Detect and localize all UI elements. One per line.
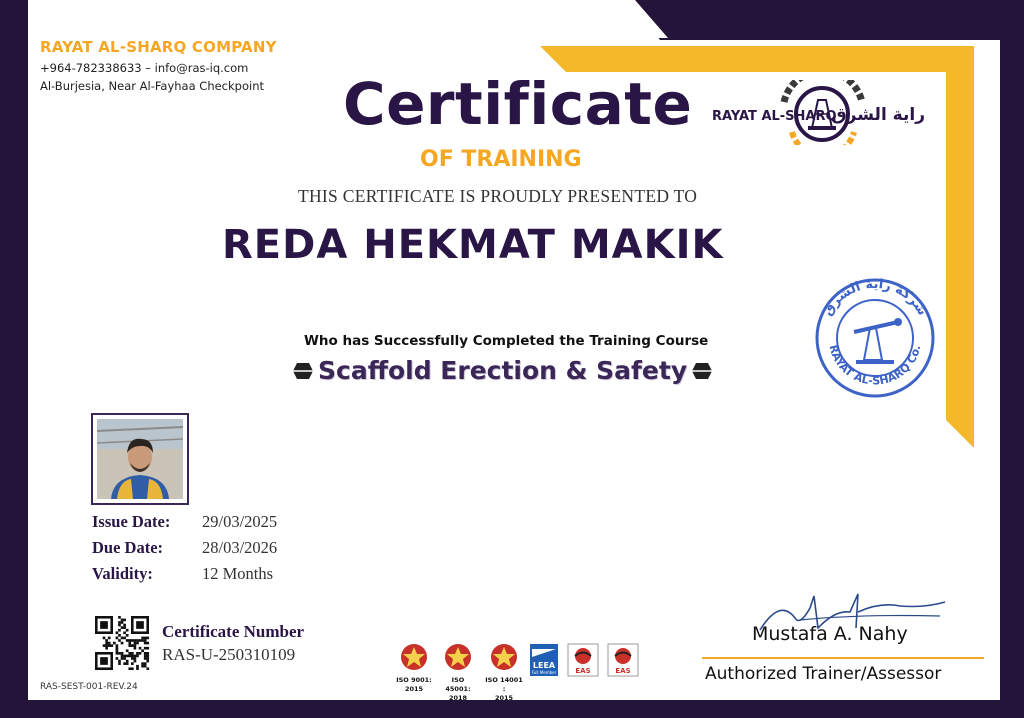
seal-graphic — [812, 276, 938, 400]
iso-star-icon — [440, 643, 476, 671]
badge-line1: ISO 9001: — [396, 676, 432, 684]
eas-badge-2 — [606, 643, 640, 681]
certificate-number-label: Certificate Number — [162, 622, 305, 641]
revision-code: RAS-SEST-001-REV.24 — [40, 682, 138, 692]
eas-logo-icon — [567, 643, 599, 677]
badge-line2: 2018 — [448, 694, 468, 702]
signature-line — [702, 657, 984, 659]
seal-latin-text: RAYAT AL-SHARQ Co. — [826, 343, 924, 388]
eas-text: EAS — [575, 667, 591, 675]
qr-code[interactable] — [95, 616, 151, 670]
eas-badge-1 — [566, 643, 600, 681]
presented-text: THIS CERTIFICATE IS PROUDLY PRESENTED TO — [298, 186, 698, 206]
leea-badge — [528, 643, 560, 681]
issue-date-label: Issue Date: — [92, 512, 171, 531]
company-seal — [812, 276, 938, 400]
company-logo — [712, 80, 927, 145]
svg-text:شركة راية الشرق — [820, 277, 929, 319]
course-title-row — [292, 356, 713, 385]
company-name: RAYAT AL-SHARQ COMPANY — [40, 38, 277, 56]
svg-text:RAYAT AL-SHARQ Co. — [827, 343, 924, 387]
badge-line1: ISO 45001: — [445, 676, 471, 693]
badge-line2: 2015 — [494, 694, 514, 702]
due-date-label: Due Date: — [92, 538, 164, 557]
iso-45001-badge — [438, 643, 478, 703]
recipient-photo — [97, 419, 183, 499]
issue-date-value: 29/03/2025 — [202, 512, 278, 531]
recipient-photo-frame — [91, 413, 189, 505]
logo-graphic — [712, 80, 927, 145]
certificate-number-value: RAS-U-250310109 — [162, 645, 296, 664]
completed-text: Who has Successfully Completed the Training Course — [304, 333, 709, 349]
recipient-name: REDA HEKMAT MAKIK — [222, 222, 724, 268]
validity-label: Validity: — [92, 564, 153, 583]
eas-logo-icon — [607, 643, 639, 677]
trainer-name: Mustafa A. Nahy — [752, 623, 908, 645]
badge-line2: 2015 — [404, 685, 424, 693]
leea-text: LEEA — [532, 661, 556, 670]
hexagon-bullet-icon — [292, 362, 314, 380]
badge-line1: ISO 14001 : — [485, 676, 523, 693]
company-address: Al-Burjesia, Near Al-Fayhaa Checkpoint — [40, 79, 264, 93]
iso-14001-badge — [484, 643, 524, 703]
leea-logo-icon — [529, 643, 559, 677]
certificate-subtitle: OF TRAINING — [420, 147, 582, 172]
course-name: Scaffold Erection & Safety — [318, 356, 688, 385]
logo-latin-text: RAYAT AL-SHARQ — [712, 109, 837, 124]
seal-arabic-text: شركة راية الشرق — [820, 276, 930, 319]
logo-arabic-text: راية الشرق — [831, 105, 925, 125]
trainer-role: Authorized Trainer/Assessor — [705, 664, 942, 684]
iso-star-icon — [396, 643, 432, 671]
company-contact: +964-782338633 – info@ras-iq.com — [40, 61, 249, 75]
iso-star-icon — [486, 643, 522, 671]
hexagon-bullet-icon — [691, 362, 713, 380]
validity-value: 12 Months — [202, 564, 274, 583]
leea-subtext: Full Member — [531, 670, 557, 675]
certificate-title: Certificate — [343, 70, 693, 138]
eas-text: EAS — [615, 667, 631, 675]
due-date-value: 28/03/2026 — [202, 538, 278, 557]
iso-9001-badge — [394, 643, 434, 694]
